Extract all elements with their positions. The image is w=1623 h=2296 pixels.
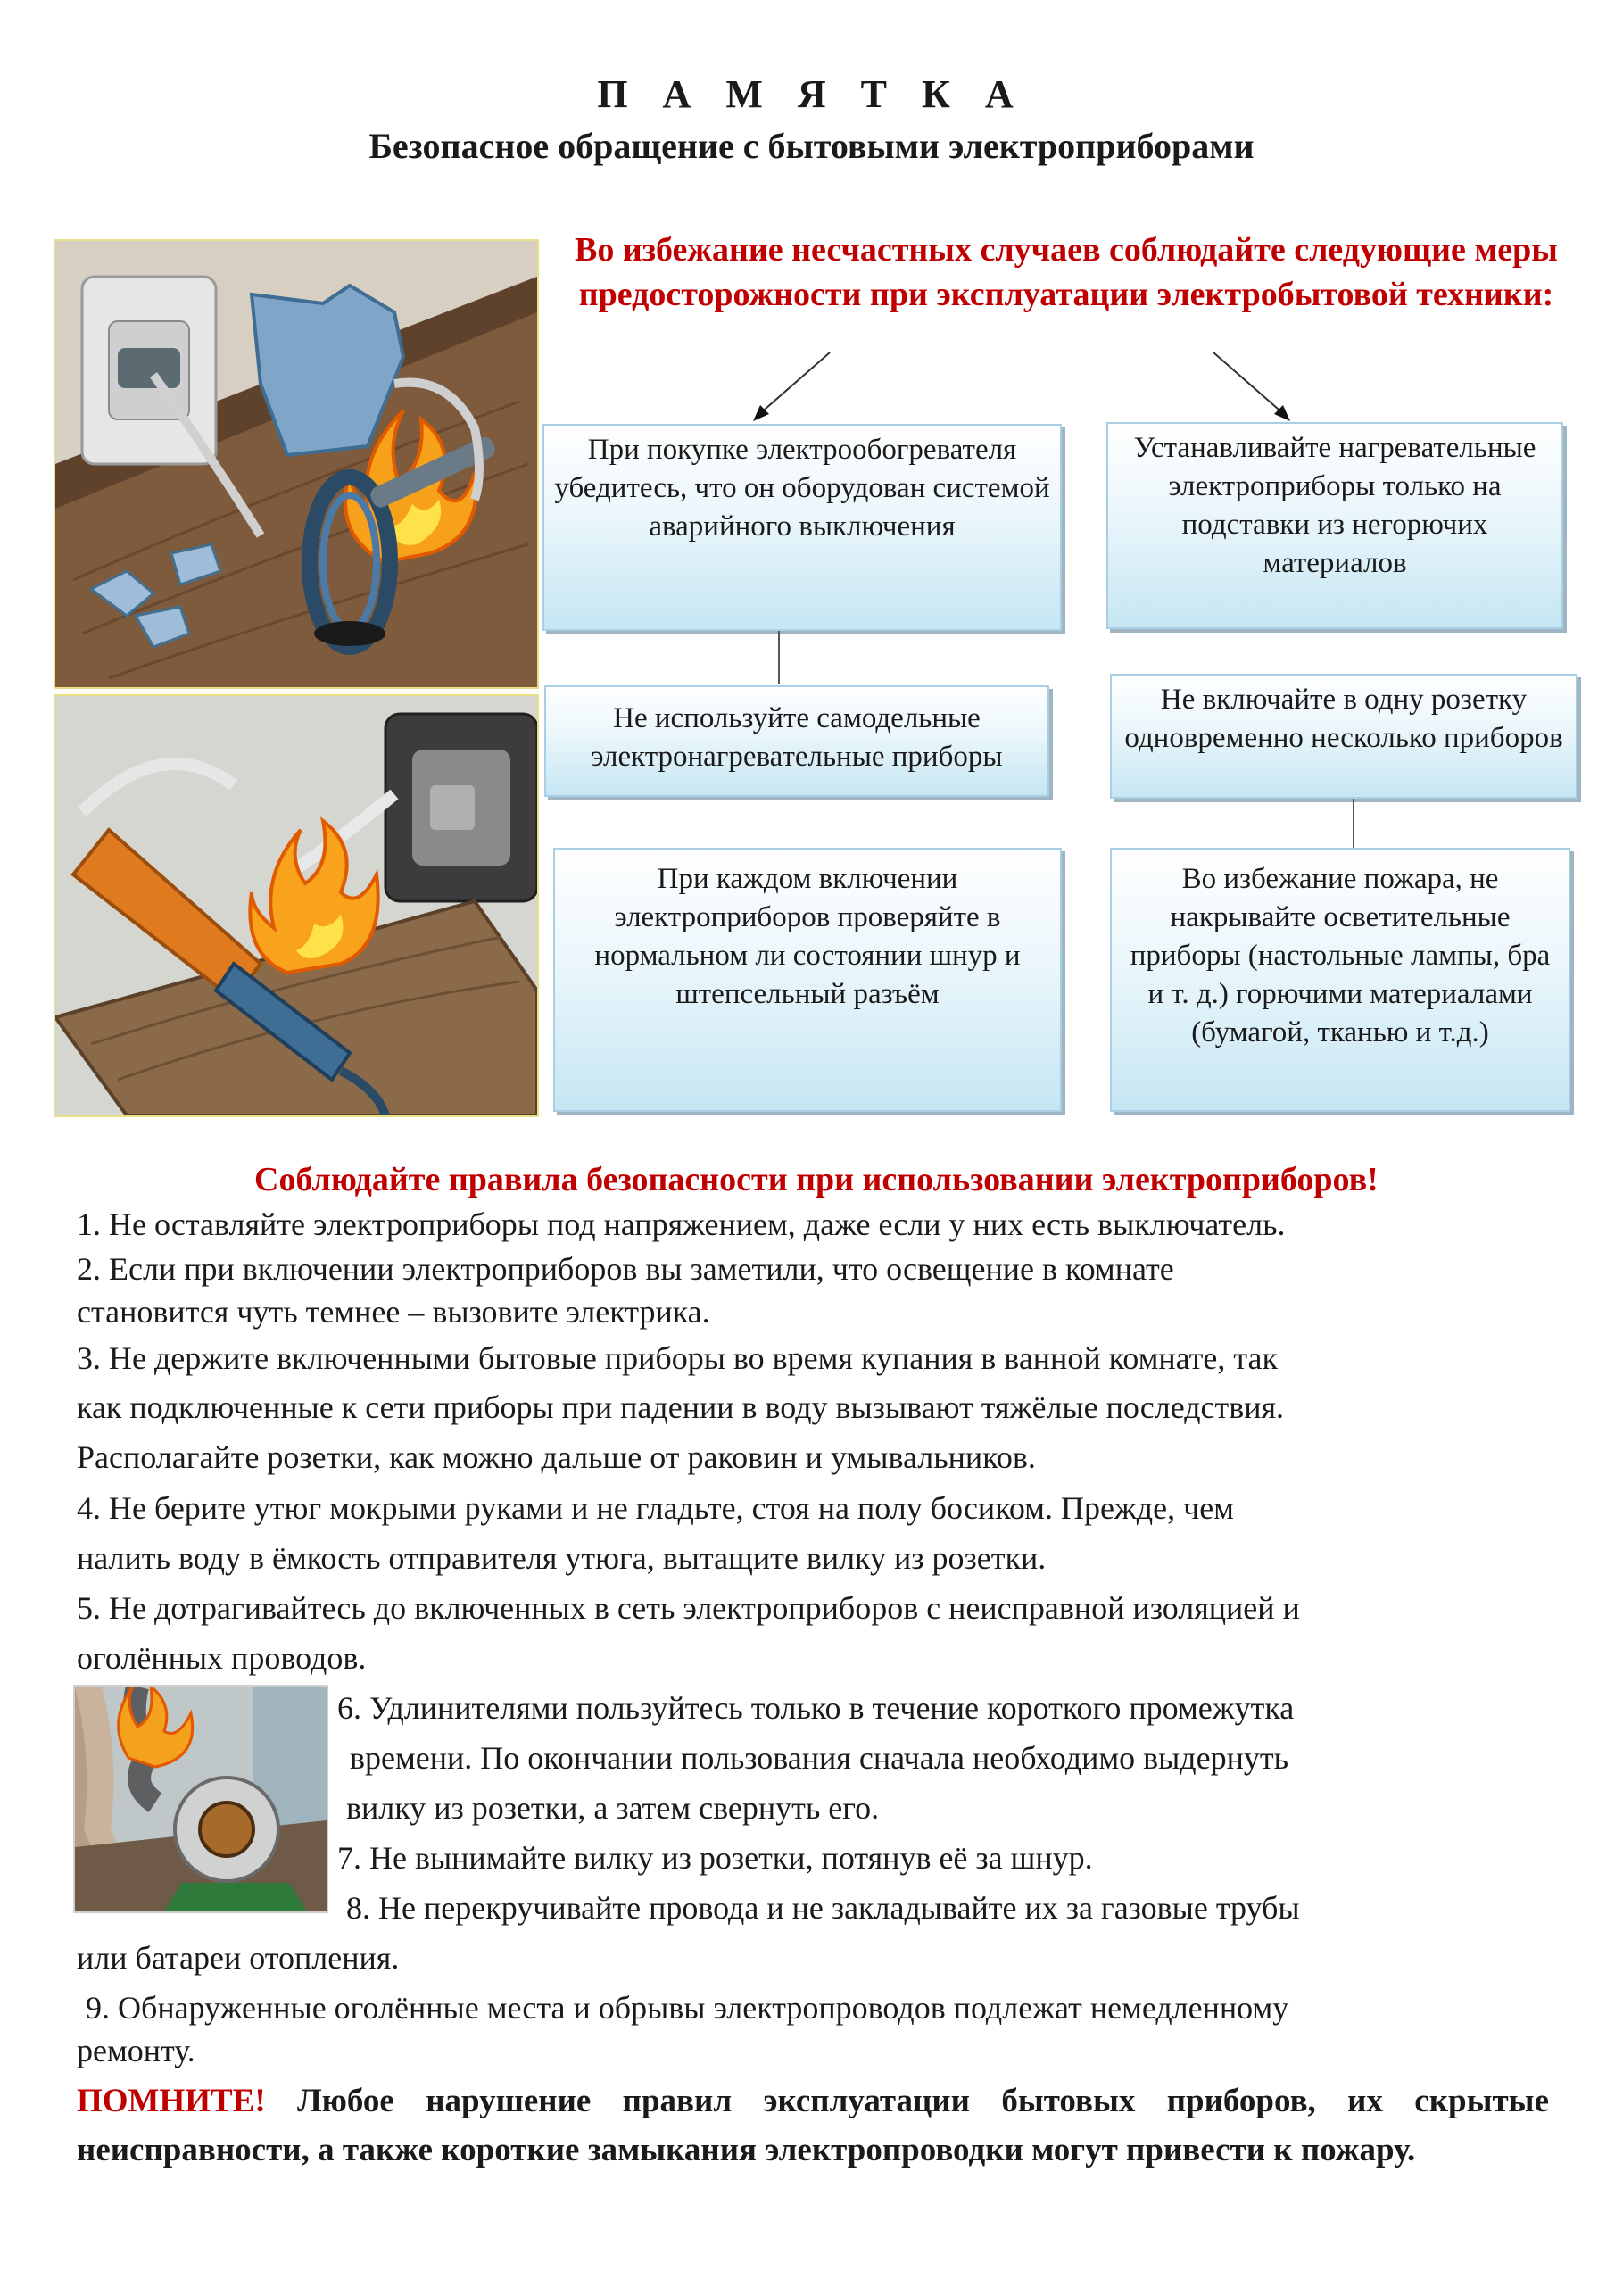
rule-1: 1. Не оставляйте электроприборы под напряжением, даже если у них есть выключатель. [77,1206,1286,1242]
rule-3-line-3: Располагайте розетки, как можно дальше от раковин и умывальников. [77,1439,1036,1475]
rule-6-line-1: 6. Удлинителями пользуйтесь только в течение короткого промежутка [337,1690,1295,1726]
rule-2-line-2: становится чуть темнее – вызовите электрика. [77,1294,710,1330]
rule-7: 7. Не вынимайте вилку из розетки, потянув её за шнур. [337,1840,1093,1876]
info-box-text: При каждом включении электроприборов проверяйте в нормальном ли состоянии шнур и штепсельный разъём [594,863,1021,1010]
info-box-text: Устанавливайте нагревательные электроприборы только на подставки из негорючих материалов [1133,432,1536,579]
info-box-text: При покупке электрообогревателя убедитесь, что он оборудован системой аварийного выключения [554,434,1050,543]
rule-2-line-1: 2. Если при включении электроприборов вы заметили, что освещение в комнате [77,1251,1174,1287]
heater-fire-icon [55,241,537,687]
info-box-heater-emergency [542,424,1062,631]
illustration-soldering-iron [54,694,539,1117]
rule-3-line-2: как подключенные к сети приборы при падении в воду вызывают тяжёлые последствия. [77,1389,1285,1425]
rule-6-line-3: вилку из розетки, а затем свернуть его. [346,1790,880,1826]
info-box-text: Во избежание пожара, не накрывайте осветительные приборы (настольные лампы, бра и т. д.) горючими материалами (бумагой, тканью и т.д.) [1130,863,1551,1049]
page-title: П А М Я Т К А [597,72,1026,116]
rule-9-line-1: 9. Обнаруженные оголённые места и обрывы электропроводов подлежат немедленному [86,1990,1289,2026]
rule-8-line-1: 8. Не перекручивайте провода и не закладывайте их за газовые трубы [346,1890,1300,1926]
illustration-broken-glass-heater [54,239,539,689]
rule-3-line-1: 3. Не держите включенными бытовые приборы во время купания в ванной комнате, так [77,1340,1279,1376]
final-warning [77,2076,1549,2175]
rule-9-line-2: ремонту. [77,2033,195,2068]
info-box-check-cord [553,848,1062,1112]
intro-warning: Во избежание несчастных случаев соблюдайте следующие меры предосторожности при эксплуатации электробытовой техники: [575,231,1558,313]
rule-4-line-1: 4. Не берите утюг мокрыми руками и не гладьте, стоя на полу босиком. Прежде, чем [77,1490,1234,1526]
info-box-text: Не включайте в одну розетку одновременно несколько приборов [1124,684,1563,754]
connector-line [1353,799,1354,848]
connector-line [778,631,780,684]
rule-4-line-2: налить воду в ёмкость отправителя утюга, вытащите вилку из розетки. [77,1540,1047,1576]
soldering-iron-icon [55,696,537,1115]
info-box-homemade-heaters [544,685,1049,797]
info-box-nonflammable-stands [1106,422,1563,629]
info-box-cover-lamps [1110,848,1570,1112]
rule-5-line-1: 5. Не дотрагивайтесь до включенных в сеть электроприборов с неисправной изоляцией и [77,1590,1300,1626]
info-box-text: Не используйте самодельные электронагревательные приборы [591,702,1003,773]
info-box-socket-overload [1110,674,1577,799]
rule-5-line-2: оголённых проводов. [77,1640,367,1676]
warning-label: ПОМНИТЕ! [77,2083,266,2119]
rule-8-line-2: или батареи отопления. [77,1940,400,1976]
warning-text: Любое нарушение правил эксплуатации бытовых приборов, их скрытые неисправности, а также короткие замыкания электропроводки могут привести к пожару. [77,2083,1549,2168]
rules-heading: Соблюдайте правила безопасности при использовании электроприборов! [254,1161,1379,1198]
arrows [749,348,1303,428]
page-subtitle: Безопасное обращение с бытовыми электроприборами [368,126,1255,166]
heater-curtain-icon [75,1687,327,1911]
rule-6-line-2: времени. По окончании пользования сначала необходимо выдернуть [350,1740,1289,1776]
illustration-heater-curtain [73,1685,328,1913]
